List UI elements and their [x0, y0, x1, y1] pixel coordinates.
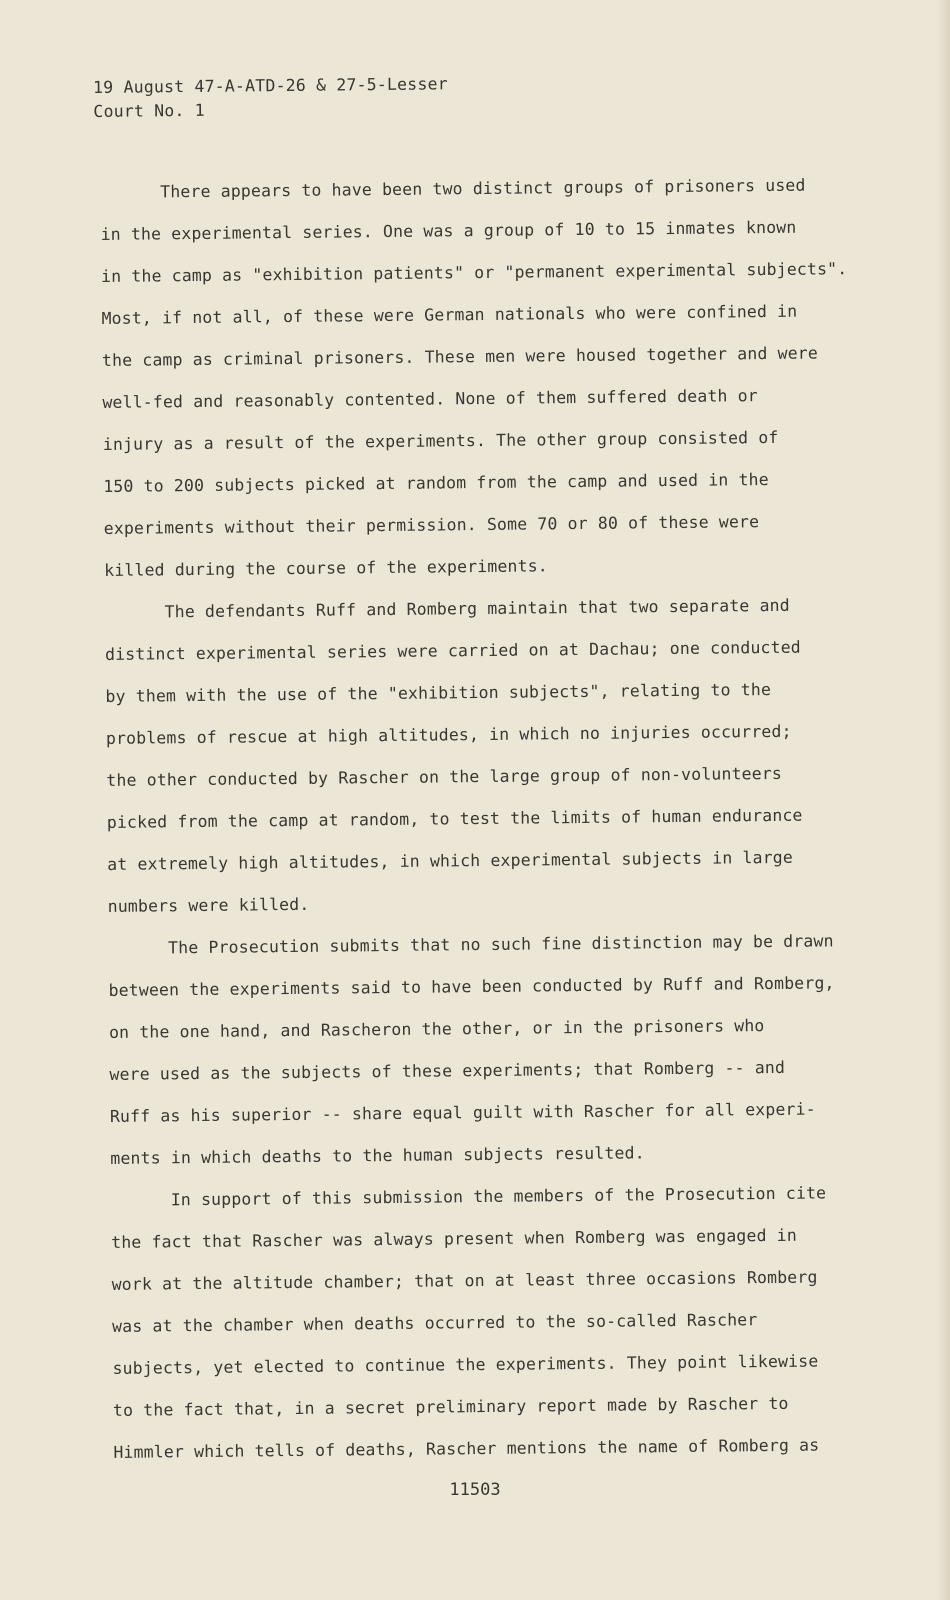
page-number: 11503 — [449, 1480, 501, 1500]
text-line: experiments without their permission. Some 70 or 80 of these were — [103, 512, 760, 538]
text-line: distinct experimental series were carried on at Dachau; one conducted — [104, 637, 801, 664]
paragraph-3 — [108, 920, 851, 1180]
text-line: was at the chamber when deaths occurred to the so-called Rascher — [111, 1310, 758, 1336]
text-line: at extremely high altitudes, in which experimental subjects in large — [107, 847, 794, 874]
text-line: The defendants Ruff and Romberg maintain that two separate and — [164, 595, 790, 622]
text-line: ments in which deaths to the human subjects resulted. — [110, 1143, 645, 1168]
text-line: the other conducted by Rascher on the large group of non-volunteers — [106, 763, 783, 790]
header-line-court: Court No. 1 — [93, 100, 205, 121]
text-line: Himmler which tells of deaths, Rascher mentions the name of Romberg as — [113, 1435, 820, 1462]
text-line: on the one hand, and Rascheron the other, or in the prisoners who — [108, 1016, 765, 1042]
text-line: killed during the course of the experiments. — [104, 556, 548, 580]
text-line: The Prosecution submits that no such fine distinction may be drawn — [168, 931, 834, 958]
text-line: picked from the camp at random, to test the limits of human endurance — [106, 805, 803, 832]
document-header — [93, 72, 448, 124]
text-line: well-fed and reasonably contented. None of them suffered death or — [102, 386, 758, 412]
text-line: 150 to 200 subjects picked at random from the camp and used in the — [103, 470, 769, 496]
text-line: problems of rescue at high altitudes, in which no injuries occurred; — [105, 721, 792, 748]
text-line: in the camp as "exhibition patients" or "permanent experimental subjects". — [100, 259, 848, 286]
text-line: work at the altitude chamber; that on at least three occasions Romberg — [111, 1267, 818, 1294]
page-edge-shadow — [936, 0, 950, 1600]
document-body — [100, 164, 854, 1474]
text-line: to the fact that, in a secret preliminary report made by Rascher to — [112, 1393, 789, 1420]
text-line: Ruff as his superior -- share equal guilt with Rascher for all experi- — [109, 1099, 816, 1126]
text-line: Most, if not all, of these were German nationals who were confined in — [101, 301, 798, 328]
text-line: the fact that Rascher was always present when Romberg was engaged in — [111, 1225, 797, 1252]
paragraph-4 — [111, 1172, 854, 1474]
text-line: were used as the subjects of these experiments; that Romberg -- and — [109, 1057, 786, 1084]
text-line: injury as a result of the experiments. The other group consisted of — [102, 427, 779, 454]
text-line: numbers were killed. — [107, 894, 310, 916]
text-line: There appears to have been two distinct groups of prisoners used — [160, 175, 806, 202]
text-line: subjects, yet elected to continue the experiments. They point likewise — [112, 1351, 819, 1378]
text-line: between the experiments said to have been conducted by Ruff and Romberg, — [108, 973, 835, 1000]
text-line: by them with the use of the "exhibition subjects", relating to the — [105, 680, 772, 706]
paragraph-1 — [100, 164, 848, 592]
header-line-date-reference: 19 August 47-A-ATD-26 & 27-5-Lesser — [93, 74, 448, 97]
paragraph-2 — [104, 584, 847, 928]
text-line: the camp as criminal prisoners. These men were housed together and were — [101, 343, 818, 370]
text-line: In support of this submission the members of the Prosecution cite — [170, 1183, 827, 1210]
text-line: in the experimental series. One was a group of 10 to 15 inmates known — [100, 217, 797, 244]
